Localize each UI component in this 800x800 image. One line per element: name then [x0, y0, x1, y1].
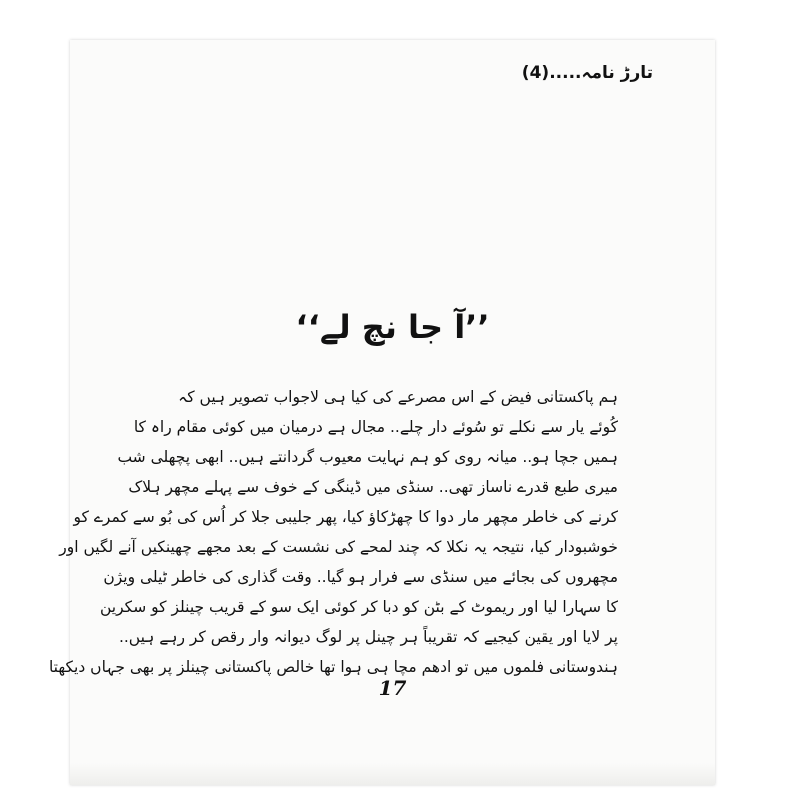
page-number: 17	[378, 676, 407, 700]
text-line: پر لایا اور یقین کیجیے کہ تقریباً ہر چینل پر لوگ دیوانہ وار رقص کر رہے ہیں..	[118, 628, 618, 646]
page-edge-shadow	[70, 763, 715, 785]
text-line: ہم پاکستانی فیض کے اس مصرعے کی کیا ہی لاجواب تصویر ہیں کہ	[178, 388, 618, 406]
text-line: خوشبودار کیا، نتیجہ یہ نکلا کہ چند لمحے کی نشست کے بعد مجھے چھینکیں آنے لگیں اور	[59, 538, 618, 556]
text-line: میری طبع قدرے ناساز تھی.. سنڈی میں ڈینگی کے خوف سے پہلے مچھر ہلاک	[128, 478, 618, 496]
book-page	[48, 40, 715, 785]
text-line: ہندوستانی فلموں میں تو ادھم مچا ہی ہوا تھا خالص پاکستانی چینلز پر بھی جہاں دیکھتا	[48, 658, 618, 676]
chapter-title: ’’آ جا نچ لے‘‘	[295, 308, 490, 346]
running-header: تارڑ نامہ.....(4)	[521, 63, 653, 83]
text-line: کرنے کی خاطر مچھر مار دوا کا چھڑکاؤ کیا، پھر جلیبی جلا کر اُس کی بُو سے کمرے کو	[73, 508, 618, 526]
text-line: کا سہارا لیا اور ریموٹ کے بٹن کو دبا کر کوئی ایک سو کے قریب چینلز کو سکرین	[100, 598, 618, 616]
text-line: مچھروں کی بجائے میں سنڈی سے فرار ہو گیا.. وقت گذاری کی خاطر ٹیلی ویژن	[103, 568, 618, 586]
text-line: کُوئے یار سے نکلے تو سُوئے دار چلے.. مجال ہے درمیان میں کوئی مقام راہ کا	[133, 418, 618, 436]
body-text	[48, 382, 618, 682]
text-line: ہمیں جچا ہو.. میانہ روی کو ہم نہایت معیوب گردانتے ہیں.. ابھی پچھلی شب	[117, 448, 618, 466]
